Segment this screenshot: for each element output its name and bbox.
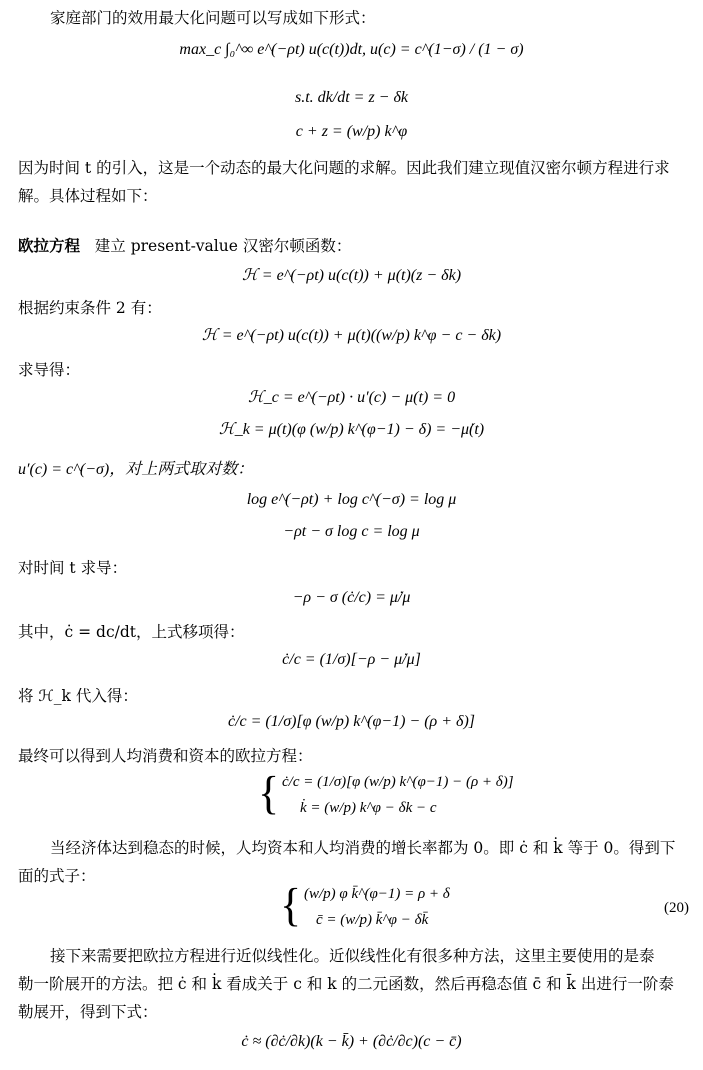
paragraph-constraint-2: 根据约束条件 2 有： bbox=[18, 299, 162, 317]
euler-system-line1: ċ/c = (1/σ)[φ (w/p) k^(φ−1) − (ρ + δ)] bbox=[282, 774, 514, 790]
equation-number: (20) bbox=[664, 900, 689, 916]
equation-constraint-budget: c + z = (w/p) k^φ bbox=[295, 123, 408, 140]
equation-log-2: −ρt − σ log c = log μ bbox=[283, 523, 420, 540]
equation-Hk: ℋ_k = μ(t)(φ (w/p) k^(φ−1) − δ) = −μ̇(t) bbox=[218, 421, 485, 438]
equation-log-1: log e^(−ρt) + log c^(−σ) = log μ bbox=[246, 491, 457, 508]
paragraph-utility-problem: 家庭部门的效用最大化问题可以写成如下形式： bbox=[50, 9, 376, 27]
paragraph-derivative: 求导得： bbox=[18, 361, 81, 379]
paragraph-euler-result: 最终可以得到人均消费和资本的欧拉方程： bbox=[18, 747, 313, 765]
left-brace-icon: { bbox=[280, 879, 302, 932]
paragraph-rearrange: 其中，ċ = dc/dt，上式移项得： bbox=[18, 623, 245, 641]
equation-taylor: ċ ≈ (∂ċ/∂k)(k − k̄) + (∂ċ/∂c)(c − c̄) bbox=[241, 1033, 462, 1050]
paragraph-linearize-line2: 勒一阶展开的方法。把 ċ 和 k̇ 看成关于 c 和 k 的二元函数，然后再稳态值 c̄ 和 k̄ 出进行一阶泰 bbox=[18, 975, 674, 993]
paragraph-time-derivative: 对时间 t 求导： bbox=[18, 559, 128, 577]
paragraph-steady-state-line1: 当经济体达到稳态的时候，人均资本和人均消费的增长率都为 0。即 ċ 和 k̇ 等于 0。得到下 bbox=[50, 839, 676, 857]
steady-state-line1: (w/p) φ k̄^(φ−1) = ρ + δ bbox=[304, 886, 450, 902]
section-title: 欧拉方程 bbox=[18, 236, 81, 255]
equation-Hc: ℋ_c = e^(−ρt) · u′(c) − μ(t) = 0 bbox=[247, 389, 456, 406]
section-intro: 建立 present-value 汉密尔顿函数： bbox=[94, 237, 352, 255]
euler-system-line2: k̇ = (w/p) k^φ − δk − c bbox=[300, 800, 437, 816]
paragraph-dynamic-line2: 解。具体过程如下： bbox=[18, 187, 158, 205]
equation-hamiltonian-1: ℋ = e^(−ρt) u(c(t)) + μ(t)(z − δk) bbox=[241, 267, 462, 284]
paragraph-steady-state-line2: 面的式子： bbox=[18, 867, 96, 885]
paragraph-log: u′(c) = c^(−σ)，对上两式取对数： bbox=[18, 461, 254, 478]
paragraph-substitute: 将 ℋ_k 代入得： bbox=[18, 687, 138, 705]
paragraph-dynamic-line1: 因为时间 t 的引入，这是一个动态的最大化问题的求解。因此我们建立现值汉密尔顿方程进行求 bbox=[18, 159, 670, 177]
left-brace-icon: { bbox=[258, 767, 280, 820]
equation-d1: −ρ − σ (ċ/c) = μ̇/μ bbox=[292, 589, 411, 606]
equation-objective: max_c ∫₀^∞ e^(−ρt) u(c(t))dt, u(c) = c^(1−σ) / (1 − σ) bbox=[179, 41, 524, 58]
paragraph-linearize-line1: 接下来需要把欧拉方程进行近似线性化。近似线性化有很多种方法，这里主要使用的是泰 bbox=[50, 947, 655, 965]
equation-d2: ċ/c = (1/σ)[−ρ − μ̇/μ] bbox=[282, 651, 421, 668]
paragraph-linearize-line3: 勒展开，得到下式： bbox=[18, 1003, 158, 1021]
equation-d3: ċ/c = (1/σ)[φ (w/p) k^(φ−1) − (ρ + δ)] bbox=[227, 713, 476, 730]
equation-constraint-capital: s.t. dk/dt = z − δk bbox=[294, 89, 409, 106]
steady-state-line2: c̄ = (w/p) k̄^φ − δk̄ bbox=[316, 912, 429, 928]
equation-hamiltonian-2: ℋ = e^(−ρt) u(c(t)) + μ(t)((w/p) k^φ − c − δk) bbox=[201, 327, 502, 344]
section-euler-heading bbox=[18, 236, 688, 256]
